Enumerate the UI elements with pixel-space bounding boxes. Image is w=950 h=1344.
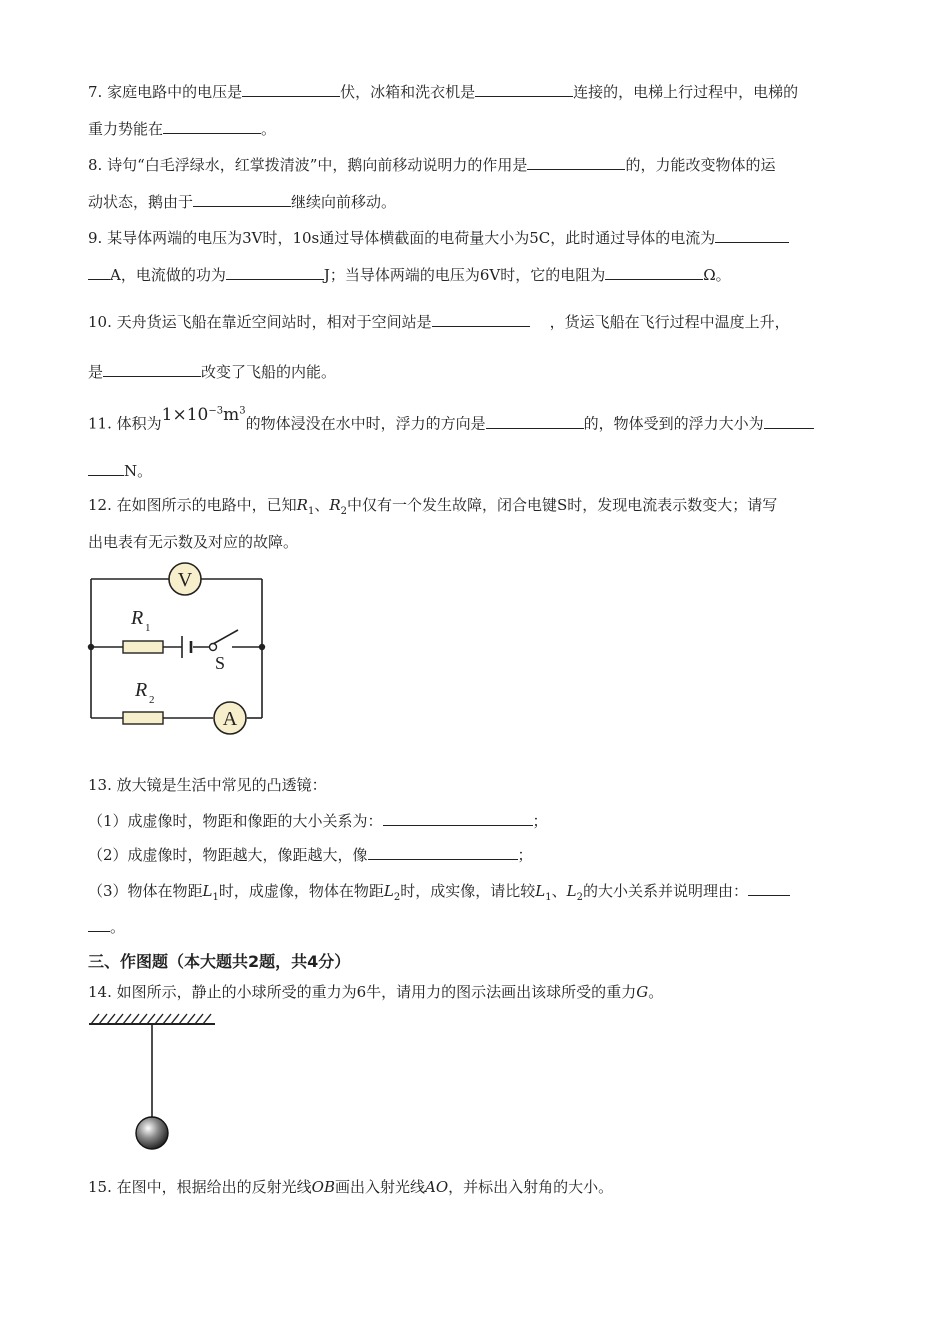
q9-blank-resistance[interactable] bbox=[605, 265, 703, 280]
resistor-r2 bbox=[123, 712, 163, 724]
q13-sub3-cont: 。 bbox=[88, 917, 125, 937]
q9-line2: A，电流做的功为 J；当导体两端的电压为6V时，它的电阻为 Ω。 bbox=[88, 265, 731, 285]
svg-text:A: A bbox=[222, 708, 238, 730]
junction-dot bbox=[259, 644, 265, 650]
svg-text:S: S bbox=[215, 653, 226, 673]
svg-text:R: R bbox=[131, 607, 144, 629]
q9-blank-current[interactable] bbox=[715, 228, 789, 243]
q12-line1: 12. 在如图所示的电路中，已知$R_1$、$R_2$中仅有一个发生故障，闭合电键S时，发现电流表示数变大；请写 bbox=[88, 496, 778, 517]
svg-text:2: 2 bbox=[149, 694, 155, 706]
q15-line1: 15. 在图中，根据给出的反射光线OB画出入射光线AO，并标出入射角的大小。 bbox=[88, 1178, 614, 1196]
q13-sub2: （2）成虚像时，物距越大，像距越大，像 ； bbox=[88, 846, 533, 864]
q11-line1: 11. 体积为$1\times 10^{-3}m^3$的物体浸没在水中时，浮力的方向是 的，物体受到的浮力大小为 bbox=[88, 410, 814, 434]
q7-blank-connection[interactable] bbox=[475, 82, 573, 97]
q7-line1: 7. 家庭电路中的电压是 伏，冰箱和洗衣机是 连接的，电梯上行过程中，电梯的 bbox=[88, 83, 799, 101]
ball-icon bbox=[136, 1117, 168, 1149]
resistor-r1 bbox=[123, 641, 163, 653]
junction-dot bbox=[88, 644, 94, 650]
q9-line1: 9. 某导体两端的电压为3V时，10s通过导体横截面的电荷量大小为5C，此时通过导体的电流为 bbox=[88, 228, 789, 248]
section-heading: 三、作图题（本大题共2题，共4分） bbox=[88, 952, 351, 971]
q14-line1: 14. 如图所示，静止的小球所受的重力为6牛，请用力的图示法画出该球所受的重力G。 bbox=[88, 983, 664, 1001]
ceiling-hatch bbox=[89, 1014, 215, 1024]
q11-volume: $1\times 10^{-3}m^3$ bbox=[161, 404, 246, 425]
q10-blank-method[interactable] bbox=[103, 362, 201, 377]
q8-line1: 8. 诗句“白毛浮绿水，红掌拨清波”中，鹅向前移动说明力的作用是 的，力能改变物体的运 bbox=[88, 156, 776, 174]
q13-blank-1[interactable] bbox=[383, 811, 533, 826]
q8-blank-force[interactable] bbox=[527, 155, 625, 170]
svg-text:1: 1 bbox=[145, 622, 151, 634]
q7-line2: 重力势能在 。 bbox=[88, 120, 277, 138]
q13-blank-3[interactable] bbox=[748, 881, 790, 896]
q11-blank-direction[interactable] bbox=[486, 414, 584, 429]
q7-blank-energy[interactable] bbox=[163, 119, 261, 134]
svg-text:R: R bbox=[135, 679, 148, 701]
q11-blank-buoyancy[interactable] bbox=[764, 414, 814, 429]
q8-blank-inertia[interactable] bbox=[193, 192, 291, 207]
q11-line2: N。 bbox=[88, 461, 152, 481]
q7-blank-voltage[interactable] bbox=[242, 82, 340, 97]
circuit-diagram bbox=[85, 560, 270, 740]
q13-blank-2[interactable] bbox=[368, 845, 518, 860]
svg-text:V: V bbox=[177, 569, 193, 591]
q13-sub3: （3）物体在物距$L_1$时，成虚像，物体在物距$L_2$时，成实像，请比较$L_1$、$L_2$的大小关系并说明理由： bbox=[88, 881, 790, 908]
q8-line2: 动状态，鹅由于 继续向前移动。 bbox=[88, 193, 397, 211]
q10-line1: 10. 天舟货运飞船在靠近空间站时，相对于空间站是 ，货运飞船在飞行过程中温度上升， bbox=[88, 313, 790, 331]
q13-sub1: （1）成虚像时，物距和像距的大小关系为： ； bbox=[88, 812, 548, 830]
battery-icon bbox=[182, 636, 191, 658]
hanging-ball-diagram bbox=[85, 1008, 220, 1153]
q12-line2: 出电表有无示数及对应的故障。 bbox=[88, 533, 299, 551]
q13-intro: 13. 放大镜是生活中常见的凸透镜： bbox=[88, 776, 327, 794]
q10-line2: 是 改变了飞船的内能。 bbox=[88, 363, 337, 381]
q10-blank-motion[interactable] bbox=[432, 312, 530, 327]
q9-blank-work[interactable] bbox=[226, 265, 324, 280]
